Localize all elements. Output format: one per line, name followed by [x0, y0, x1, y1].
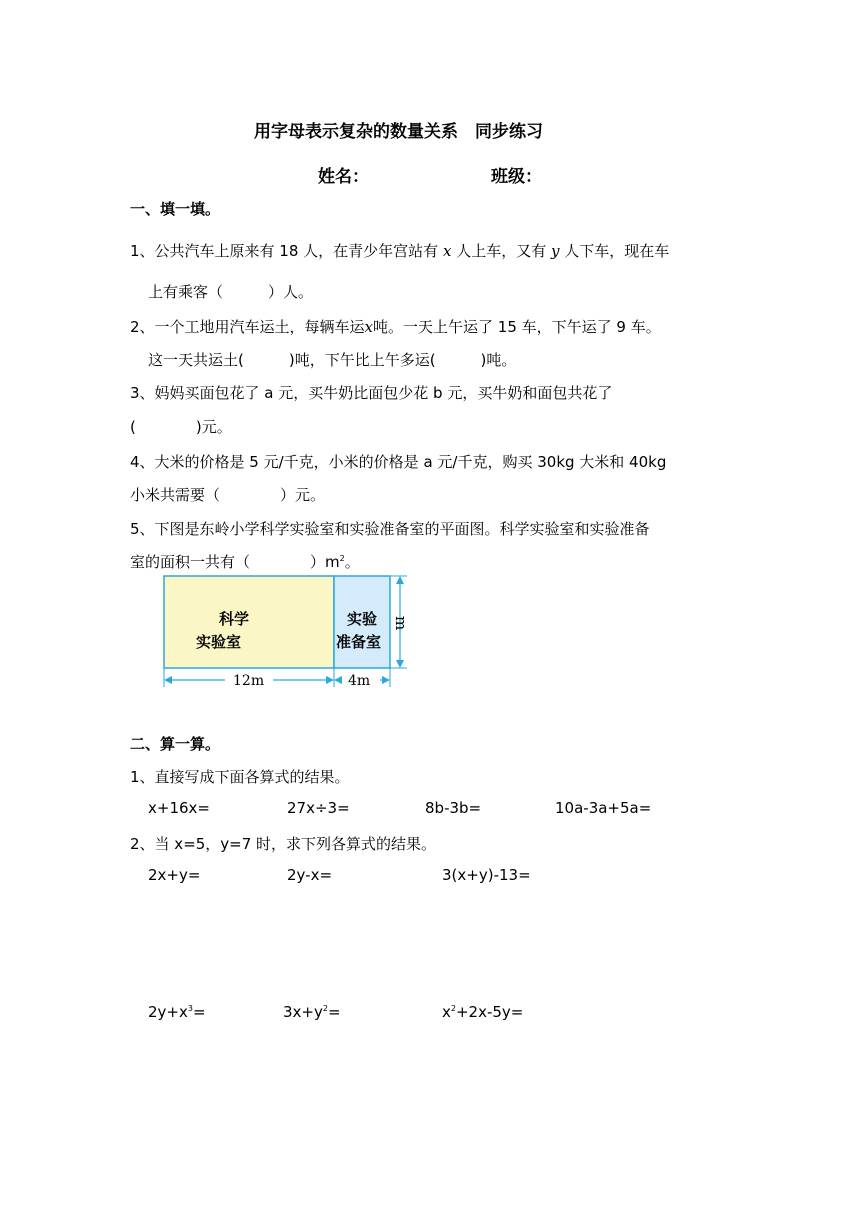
- expr-8: [148, 1003, 206, 1021]
- prep-label-2: 准备室: [336, 633, 382, 651]
- question-5-line2: [130, 551, 360, 572]
- question-4-line2: 小米共需要（ ）元。: [130, 486, 326, 504]
- expr-6: 2y-x=: [287, 866, 333, 884]
- expr-2: 27x÷3=: [287, 799, 350, 817]
- name-label: 姓名：: [318, 167, 369, 187]
- arrow-4-right: [382, 676, 390, 684]
- q1-text-a: 1、公共汽车上原来有 18 人，在青少年宫站有: [130, 242, 439, 260]
- q1-var-y: y: [551, 242, 560, 260]
- expr-9-b: =: [327, 1003, 341, 1021]
- question-1-line2: 上有乘客（ ）人。: [148, 283, 314, 301]
- question-2-line2: 这一天共运土( )吨，下午比上午多运( )吨。: [148, 351, 517, 369]
- lab-label-1: 科学: [219, 610, 250, 628]
- arrow-4-left: [334, 676, 342, 684]
- arrow-12-right: [326, 676, 334, 684]
- question-4-line1: 4、大米的价格是 5 元/千克，小米的价格是 a 元/千克，购买 30kg 大米和 40kg: [130, 453, 667, 471]
- expr-8-a: 2y+x: [148, 1003, 188, 1021]
- expr-10-b: +2x-5y=: [455, 1003, 524, 1021]
- page-title: 用字母表示复杂的数量关系 同步练习: [254, 122, 543, 142]
- question-3-line2: ( )元。: [130, 418, 232, 436]
- question-1-line1: [130, 240, 669, 261]
- expr-4: 10a-3a+5a=: [555, 799, 652, 817]
- q2-var-x: x: [364, 318, 374, 336]
- height-dim-label: m: [392, 616, 410, 631]
- expr-10: [442, 1003, 523, 1021]
- height-arrow-bottom: [396, 660, 404, 668]
- expr-8-b: =: [192, 1003, 206, 1021]
- q2-text-b: 吨。一天上午运了 15 车，下午运了 9 车。: [373, 318, 661, 336]
- expr-1: x+16x=: [148, 799, 210, 817]
- expr-10-a: x: [442, 1003, 451, 1021]
- q5-sup: 2: [339, 554, 345, 563]
- question-3-line1: 3、妈妈买面包花了 a 元，买牛奶比面包少花 b 元，买牛奶和面包共花了: [130, 384, 613, 402]
- q1-var-x: x: [442, 242, 452, 260]
- prep-label-1: 实验: [347, 610, 378, 628]
- expr-9: [283, 1003, 341, 1021]
- expr-7: 3(x+y)-13=: [442, 866, 531, 884]
- question-5-line1: 5、下图是东岭小学科学实验室和实验准备室的平面图。科学实验室和实验准备: [130, 520, 650, 538]
- section2-heading: 二、算一算。: [130, 735, 221, 753]
- width-12m-label: 12m: [233, 673, 265, 689]
- expr-9-a: 3x+y: [283, 1003, 323, 1021]
- height-arrow-top: [396, 576, 404, 584]
- expr-9-sup: 2: [322, 1004, 328, 1013]
- class-label: 班级：: [491, 167, 542, 187]
- question-2-line1: [130, 316, 661, 337]
- q1-text-c: 人下车，现在车: [564, 242, 670, 260]
- q2-text-a: 2、一个工地用汽车运土，每辆车运: [130, 318, 365, 336]
- section1-heading: 一、填一填。: [130, 200, 221, 218]
- expr-5: 2x+y=: [148, 866, 201, 884]
- lab-label-2: 实验室: [196, 633, 242, 651]
- q5-text-a: 室的面积一共有（ ）m: [130, 553, 340, 571]
- calc-question-2: 2、当 x=5，y=7 时，求下列各算式的结果。: [130, 835, 437, 853]
- q1-text-b: 人上车，又有: [456, 242, 547, 260]
- expr-8-sup: 3: [187, 1004, 193, 1013]
- expr-10-sup: 2: [450, 1004, 456, 1013]
- arrow-12-left: [164, 676, 172, 684]
- q5-text-b: 。: [344, 553, 360, 571]
- floor-plan-figure: [155, 570, 415, 692]
- expr-3: 8b-3b=: [425, 799, 482, 817]
- width-4m-label: 4m: [348, 673, 371, 689]
- calc-question-1: 1、直接写成下面各算式的结果。: [130, 768, 350, 786]
